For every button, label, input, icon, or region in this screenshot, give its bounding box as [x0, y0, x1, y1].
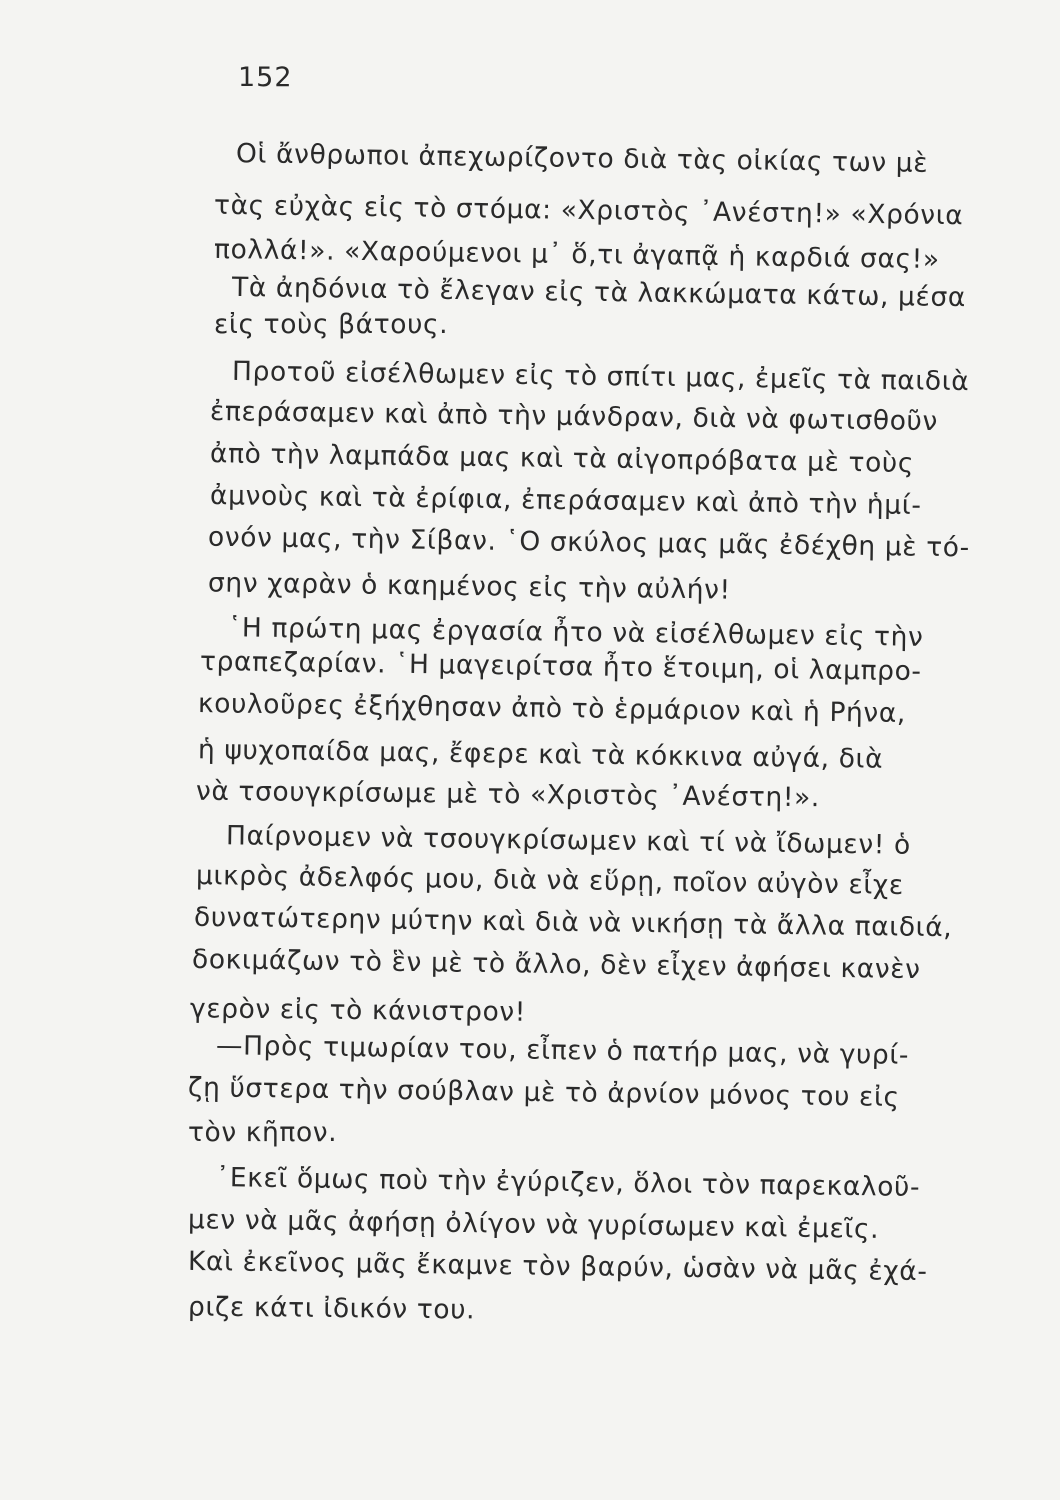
- text-line: γερὸν εἰς τὸ κάνιστρον!: [189, 993, 527, 1028]
- text-line: Οἱ ἄνθρωποι ἀπεχωρίζοντο διὰ τὰς οἰκίας των μὲ: [235, 138, 929, 179]
- text-line: δοκιμάζων τὸ ἓν μὲ τὸ ἄλλο, δὲν εἶχεν ἀφήσει κανὲν: [191, 943, 921, 986]
- text-line: ἀμνοὺς καὶ τὰ ἐρίφια, ἐπεράσαμεν καὶ ἀπὸ τὴν ἡμί-: [209, 480, 922, 521]
- text-line: ζῃ ὕστερα τὴν σούβλαν μὲ τὸ ἀρνίον μόνος του εἰς: [187, 1072, 900, 1113]
- text-line: κουλοῦρες ἐξήχθησαν ἀπὸ τὸ ἑρμάριον καὶ ἡ Ρήνα,: [197, 688, 907, 729]
- text-line: ἀπὸ τὴν λαμπάδα μας καὶ τὰ αἰγοπρόβατα μὲ τοὺς: [209, 438, 915, 479]
- text-line: τὰς εὐχὰς εἰς τὸ στόμα: «Χριστὸς ᾿Ανέστη!» «Χρόνια: [213, 189, 964, 232]
- text-line: ριζε κάτι ἰδικόν του.: [187, 1291, 476, 1326]
- text-line: τραπεζαρίαν. ῾Η μαγειρίτσα ἦτο ἕτοιμη, οἱ λαμπρο-: [199, 645, 922, 688]
- text-line: πολλά!». «Χαρούμενοι μ᾿ ὅ,τι ἀγαπᾷ ἡ καρδιά σας!»: [213, 233, 940, 276]
- page-number: 152: [238, 62, 293, 93]
- text-line: ᾿Εκεῖ ὅμως ποὺ τὴν ἐγύριζεν, ὅλοι τὸν παρεκαλοῦ-: [215, 1162, 921, 1203]
- text-line: Προτοῦ εἰσέλθωμεν εἰς τὸ σπίτι μας, ἐμεῖς τὰ παιδιὰ: [231, 355, 970, 398]
- text-line: νὰ τσουγκρίσωμε μὲ τὸ «Χριστὸς ᾿Ανέστη!».: [195, 775, 821, 814]
- text-line: ῾Η πρώτη μας ἐργασία ἦτο νὰ εἰσέλθωμεν εἰς τὴν: [227, 612, 924, 653]
- text-line: εἰς τοὺς βάτους.: [214, 309, 449, 340]
- text-line: ονόν μας, τὴν Σίβαν. ῾Ο σκύλος μας μᾶς ἐδέχθη μὲ τό-: [207, 521, 971, 564]
- text-line: μεν νὰ μᾶς ἀφήσῃ ὀλίγον νὰ γυρίσωμεν καὶ ἐμεῖς.: [187, 1204, 880, 1245]
- text-line: Καὶ ἐκεῖνος μᾶς ἔκαμνε τὸν βαρύν, ὡσὰν νὰ μᾶς ἐχά-: [187, 1245, 928, 1288]
- text-line: μικρὸς ἀδελφός μου, διὰ νὰ εὕρῃ, ποῖον αὐγὸν εἶχε: [195, 860, 904, 901]
- text-line: τὸν κῆπον.: [188, 1117, 338, 1148]
- text-line: σην χαρὰν ὁ καημένος εἰς τὴν αὐλήν!: [207, 567, 731, 606]
- text-line: ἡ ψυχοπαίδα μας, ἔφερε καὶ τὰ κόκκινα αὐγά, διὰ: [197, 734, 884, 775]
- text-line: δυνατώτερην μύτην καὶ διὰ νὰ νικήσῃ τὰ ἄλλα παιδιά,: [193, 901, 953, 944]
- text-line: —Πρὸς τιμωρίαν του, εἶπεν ὁ πατήρ μας, νὰ γυρί-: [215, 1030, 910, 1071]
- text-line: Παίρνομεν νὰ τσουγκρίσωμεν καὶ τί νὰ ἴδωμεν! ὁ: [225, 820, 912, 861]
- text-line: ἐπεράσαμεν καὶ ἀπὸ τὴν μάνδραν, διὰ νὰ φωτισθοῦν: [209, 395, 939, 438]
- text-line: Τὰ ἀηδόνια τὸ ἔλεγαν εἰς τὰ λακκώματα κάτω, μέσα: [231, 271, 967, 314]
